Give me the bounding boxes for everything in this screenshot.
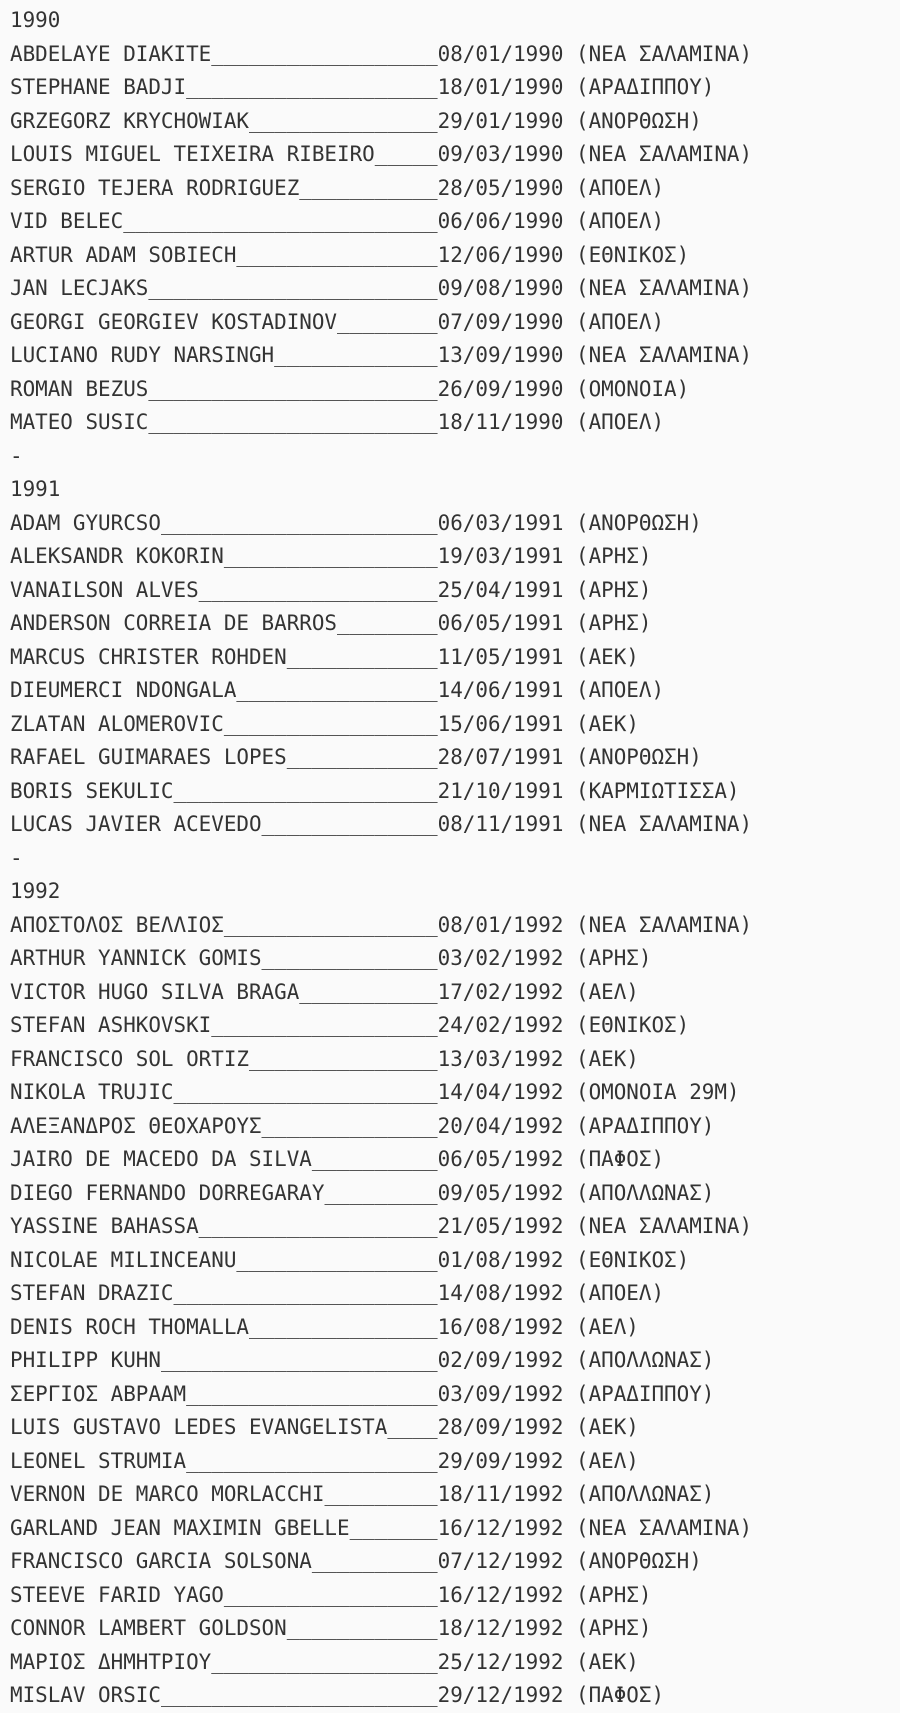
player-name: LOUIS MIGUEL TEIXEIRA RIBEIRO bbox=[10, 142, 375, 166]
underscore-fill: ______________________ bbox=[160, 510, 438, 535]
club-name: (ΑΡΗΣ) bbox=[576, 1616, 652, 1640]
birth-date: 17/02/1992 bbox=[437, 979, 564, 1004]
birth-date: 29/01/1990 bbox=[437, 108, 564, 133]
birth-date: 03/09/1992 bbox=[437, 1381, 564, 1406]
club-name: (ΟΜΟΝΟΙΑ 29Μ) bbox=[576, 1080, 740, 1104]
player-name: DENIS ROCH THOMALLA bbox=[10, 1314, 249, 1339]
birth-date: 29/09/1992 bbox=[437, 1448, 564, 1473]
player-row bbox=[10, 1411, 900, 1445]
player-name: JAN LECJAKS bbox=[10, 276, 149, 300]
underscore-fill: ______________ bbox=[261, 946, 438, 970]
club-name: (ΑΕΚ) bbox=[576, 1046, 639, 1071]
space bbox=[563, 946, 576, 970]
underscore-fill: _____ bbox=[374, 142, 438, 166]
year-heading: 1990 bbox=[10, 8, 61, 32]
player-name: ROMAN BEZUS bbox=[10, 376, 149, 401]
player-name: ΑΠΟΣΤΟΛΟΣ ΒΕΛΛΙΟΣ bbox=[10, 912, 224, 937]
player-row bbox=[10, 1545, 900, 1579]
club-name: (ΝΕΑ ΣΑΛΑΜΙΝΑ) bbox=[576, 912, 753, 937]
club-name: (ΑΡΑΔΙΠΠΟΥ) bbox=[576, 1381, 715, 1406]
club-name: (ΑΠΟΕΛ) bbox=[576, 309, 665, 334]
player-name: ΣΕΡΓΙΟΣ ΑΒΡΑΑΜ bbox=[10, 1381, 187, 1406]
underscore-fill: ____________________ bbox=[186, 75, 438, 99]
player-row bbox=[10, 1009, 900, 1043]
player-name: FRANCISCO SOL ORTIZ bbox=[10, 1046, 249, 1071]
player-row bbox=[10, 507, 900, 541]
club-name: (ΑΡΑΔΙΠΠΟΥ) bbox=[576, 1113, 715, 1138]
club-name: (ΑΕΚ) bbox=[576, 644, 639, 669]
birth-date: 14/08/1992 bbox=[437, 1281, 564, 1305]
underscore-fill: ___________ bbox=[299, 979, 438, 1004]
player-row bbox=[10, 138, 900, 172]
birth-date: 25/12/1992 bbox=[437, 1649, 564, 1674]
birth-date: 06/03/1991 bbox=[437, 510, 564, 535]
player-name: DIEGO FERNANDO DORREGARAY bbox=[10, 1180, 325, 1205]
club-name: (ΑΝΟΡΘΩΣΗ) bbox=[576, 108, 702, 133]
birth-date: 06/05/1991 bbox=[437, 611, 564, 635]
underscore-fill: ____________________ bbox=[186, 1381, 438, 1406]
player-row bbox=[10, 574, 900, 608]
space bbox=[563, 1348, 576, 1372]
birth-date: 21/05/1992 bbox=[437, 1214, 564, 1238]
birth-date: 06/05/1992 bbox=[437, 1147, 564, 1171]
club-name: (ΑΕΛ) bbox=[576, 979, 639, 1004]
space bbox=[563, 1415, 576, 1439]
player-row bbox=[10, 71, 900, 105]
birth-date: 16/12/1992 bbox=[437, 1582, 564, 1607]
birth-date: 25/04/1991 bbox=[437, 577, 564, 602]
player-row bbox=[10, 942, 900, 976]
player-row bbox=[10, 1210, 900, 1244]
space bbox=[563, 511, 576, 535]
club-name: (ΑΠΟΕΛ) bbox=[576, 175, 665, 200]
birth-date: 18/12/1992 bbox=[437, 1616, 564, 1640]
space bbox=[563, 1214, 576, 1238]
space bbox=[563, 1315, 576, 1339]
birth-date: 14/06/1991 bbox=[437, 678, 564, 702]
birth-date: 11/05/1991 bbox=[437, 644, 564, 669]
space bbox=[563, 176, 576, 200]
underscore-fill: ___________________ bbox=[198, 577, 438, 602]
birth-date: 28/09/1992 bbox=[437, 1415, 564, 1439]
club-name: (ΑΕΛ) bbox=[576, 1448, 639, 1473]
space bbox=[563, 42, 576, 66]
birth-date: 28/05/1990 bbox=[437, 175, 564, 200]
space bbox=[563, 276, 576, 300]
underscore-fill: _________________________ bbox=[123, 209, 438, 233]
space bbox=[563, 1114, 576, 1138]
club-name: (ΝΕΑ ΣΑΛΑΜΙΝΑ) bbox=[576, 1214, 753, 1238]
space bbox=[563, 310, 576, 334]
player-row bbox=[10, 1378, 900, 1412]
club-name: (ΕΘΝΙΚΟΣ) bbox=[576, 1013, 690, 1037]
birth-date: 19/03/1991 bbox=[437, 544, 564, 568]
player-row bbox=[10, 105, 900, 139]
player-name: ΑΛΕΞΑΝΔΡΟΣ ΘΕΟΧΑΡΟΥΣ bbox=[10, 1113, 262, 1138]
club-name: (ΑΠΟΛΛΩΝΑΣ) bbox=[576, 1348, 715, 1372]
player-row bbox=[10, 1244, 900, 1278]
club-name: (ΑΠΟΛΛΩΝΑΣ) bbox=[576, 1180, 715, 1205]
space bbox=[563, 812, 576, 836]
player-name: ADAM GYURCSO bbox=[10, 510, 161, 535]
birth-date: 02/09/1992 bbox=[437, 1348, 564, 1372]
player-row bbox=[10, 1612, 900, 1646]
player-row bbox=[10, 674, 900, 708]
space bbox=[563, 1516, 576, 1540]
space bbox=[563, 75, 576, 99]
player-name: NICOLAE MILINCEANU bbox=[10, 1247, 237, 1272]
player-name: GEORGI GEORGIEV KOSTADINOV bbox=[10, 309, 338, 334]
birth-date: 01/08/1992 bbox=[437, 1247, 564, 1272]
underscore-fill: _____________________ bbox=[173, 1080, 438, 1104]
player-name: MISLAV ORSIC bbox=[10, 1683, 161, 1707]
player-row bbox=[10, 540, 900, 574]
underscore-fill: __________________ bbox=[211, 1649, 438, 1674]
underscore-fill: __________ bbox=[311, 1147, 438, 1171]
player-row bbox=[10, 607, 900, 641]
space bbox=[563, 1616, 576, 1640]
space bbox=[563, 1549, 576, 1573]
space bbox=[563, 544, 576, 568]
player-name: MARCUS CHRISTER ROHDEN bbox=[10, 644, 287, 669]
underscore-fill: _________________ bbox=[223, 912, 438, 937]
player-row bbox=[10, 272, 900, 306]
player-row bbox=[10, 1043, 900, 1077]
birth-date: 16/12/1992 bbox=[437, 1515, 564, 1540]
player-name: ABDELAYE DIAKITE bbox=[10, 41, 212, 66]
player-name: VID BELEC bbox=[10, 209, 124, 233]
player-name: STEFAN ASHKOVSKI bbox=[10, 1013, 212, 1037]
player-name: ZLATAN ALOMEROVIC bbox=[10, 711, 224, 736]
club-name: (ΑΝΟΡΘΩΣΗ) bbox=[576, 510, 702, 535]
underscore-fill: _______________ bbox=[248, 1046, 438, 1071]
club-name: (ΑΠΟΕΛ) bbox=[576, 410, 665, 434]
space bbox=[563, 1248, 576, 1272]
club-name: (ΑΠΟΛΛΩΝΑΣ) bbox=[576, 1482, 715, 1506]
space bbox=[563, 109, 576, 133]
player-row bbox=[10, 708, 900, 742]
birth-date: 03/02/1992 bbox=[437, 946, 564, 970]
club-name: (ΑΠΟΕΛ) bbox=[576, 209, 665, 233]
player-name: ALEKSANDR KOKORIN bbox=[10, 544, 224, 568]
space bbox=[563, 678, 576, 702]
section-separator: - bbox=[10, 443, 23, 468]
player-name: MATEO SUSIC bbox=[10, 410, 149, 434]
player-row bbox=[10, 38, 900, 72]
space bbox=[563, 1147, 576, 1171]
club-name: (ΑΡΗΣ) bbox=[576, 946, 652, 970]
underscore-fill: _________________ bbox=[223, 1582, 438, 1607]
player-row bbox=[10, 339, 900, 373]
player-row bbox=[10, 1311, 900, 1345]
birth-date: 13/03/1992 bbox=[437, 1046, 564, 1071]
club-name: (ΑΝΟΡΘΩΣΗ) bbox=[576, 745, 702, 769]
underscore-fill: _________________ bbox=[223, 711, 438, 736]
underscore-fill: __________________ bbox=[211, 41, 438, 66]
birth-date: 13/09/1990 bbox=[437, 343, 564, 367]
player-row bbox=[10, 1143, 900, 1177]
player-name: DIEUMERCI NDONGALA bbox=[10, 678, 237, 702]
underscore-fill: _________________ bbox=[223, 544, 438, 568]
space bbox=[563, 1281, 576, 1305]
club-name: (ΑΡΗΣ) bbox=[576, 544, 652, 568]
player-name: NIKOLA TRUJIC bbox=[10, 1080, 174, 1104]
space bbox=[563, 209, 576, 233]
underscore-fill: ________ bbox=[337, 309, 438, 334]
player-name: ARTHUR YANNICK GOMIS bbox=[10, 946, 262, 970]
player-row bbox=[10, 306, 900, 340]
player-name: LUCAS JAVIER ACEVEDO bbox=[10, 812, 262, 836]
player-name: SERGIO TEJERA RODRIGUEZ bbox=[10, 175, 300, 200]
space bbox=[563, 611, 576, 635]
space bbox=[563, 712, 576, 736]
birth-date: 09/03/1990 bbox=[437, 142, 564, 166]
space bbox=[563, 1583, 576, 1607]
player-row bbox=[10, 1445, 900, 1479]
club-name: (ΑΡΗΣ) bbox=[576, 611, 652, 635]
player-row bbox=[10, 239, 900, 273]
birth-date: 09/05/1992 bbox=[437, 1180, 564, 1205]
club-name: (ΝΕΑ ΣΑΛΑΜΙΝΑ) bbox=[576, 276, 753, 300]
club-name: (ΑΠΟΕΛ) bbox=[576, 1281, 665, 1305]
birth-date: 07/12/1992 bbox=[437, 1549, 564, 1573]
underscore-fill: _______________ bbox=[248, 1314, 438, 1339]
space bbox=[563, 980, 576, 1004]
player-row bbox=[10, 641, 900, 675]
underscore-fill: ____________________ bbox=[186, 1448, 438, 1473]
player-name: JAIRO DE MACEDO DA SILVA bbox=[10, 1147, 312, 1171]
player-name: LUIS GUSTAVO LEDES EVANGELISTA bbox=[10, 1415, 388, 1439]
player-name: VERNON DE MARCO MORLACCHI bbox=[10, 1482, 325, 1506]
player-name: FRANCISCO GARCIA SOLSONA bbox=[10, 1549, 312, 1573]
player-row bbox=[10, 1344, 900, 1378]
space bbox=[563, 343, 576, 367]
club-name: (ΕΘΝΙΚΟΣ) bbox=[576, 242, 690, 267]
underscore-fill: ____ bbox=[387, 1415, 438, 1439]
birth-date: 26/09/1990 bbox=[437, 376, 564, 401]
underscore-fill: ______________________ bbox=[160, 1348, 438, 1372]
club-name: (ΝΕΑ ΣΑΛΑΜΙΝΑ) bbox=[576, 142, 753, 166]
underscore-fill: ____________ bbox=[286, 1616, 438, 1640]
player-row bbox=[10, 1646, 900, 1680]
underscore-fill: ________________ bbox=[236, 242, 438, 267]
player-name: ΜΑΡΙΟΣ ΔΗΜΗΤΡΙΟΥ bbox=[10, 1649, 212, 1674]
underscore-fill: _________ bbox=[324, 1482, 438, 1506]
player-name: GRZEGORZ KRYCHOWIAK bbox=[10, 108, 249, 133]
player-row bbox=[10, 1110, 900, 1144]
player-row bbox=[10, 1177, 900, 1211]
club-name: (ΕΘΝΙΚΟΣ) bbox=[576, 1247, 690, 1272]
year-heading: 1992 bbox=[10, 879, 61, 903]
birth-date: 15/06/1991 bbox=[437, 711, 564, 736]
player-row bbox=[10, 172, 900, 206]
underscore-fill: __________ bbox=[311, 1549, 438, 1573]
underscore-fill: __________________ bbox=[211, 1013, 438, 1037]
underscore-fill: _____________ bbox=[274, 343, 438, 367]
club-name: (ΑΕΚ) bbox=[576, 1415, 639, 1439]
underscore-fill: _______________________ bbox=[148, 410, 438, 434]
underscore-fill: ______________ bbox=[261, 1113, 438, 1138]
underscore-fill: _____________________ bbox=[173, 1281, 438, 1305]
space bbox=[563, 1683, 576, 1707]
player-name: ANDERSON CORREIA DE BARROS bbox=[10, 611, 338, 635]
underscore-fill: ___________________ bbox=[198, 1214, 438, 1238]
player-name: GARLAND JEAN MAXIMIN GBELLE bbox=[10, 1515, 350, 1540]
player-row bbox=[10, 1512, 900, 1546]
club-name: (ΑΕΛ) bbox=[576, 1314, 639, 1339]
club-name: (ΝΕΑ ΣΑΛΑΜΙΝΑ) bbox=[576, 812, 753, 836]
club-name: (ΝΕΑ ΣΑΛΑΜΙΝΑ) bbox=[576, 41, 753, 66]
underscore-fill: _______________ bbox=[248, 108, 438, 133]
section-separator: - bbox=[10, 845, 23, 870]
birth-date: 16/08/1992 bbox=[437, 1314, 564, 1339]
player-row bbox=[10, 775, 900, 809]
space bbox=[563, 578, 576, 602]
space bbox=[563, 1449, 576, 1473]
player-name: VANAILSON ALVES bbox=[10, 577, 199, 602]
underscore-fill: ___________ bbox=[299, 175, 438, 200]
club-name: (ΝΕΑ ΣΑΛΑΜΙΝΑ) bbox=[576, 1515, 753, 1540]
space bbox=[563, 377, 576, 401]
player-name: STEPHANE BADJI bbox=[10, 75, 187, 99]
space bbox=[563, 1013, 576, 1037]
birth-date: 29/12/1992 bbox=[437, 1683, 564, 1707]
underscore-fill: ________________ bbox=[236, 678, 438, 702]
player-name: RAFAEL GUIMARAES LOPES bbox=[10, 745, 287, 769]
club-name: (ΚΑΡΜΙΩΤΙΣΣΑ) bbox=[576, 778, 740, 803]
club-name: (ΠΑΦΟΣ) bbox=[576, 1683, 665, 1707]
underscore-fill: ________ bbox=[337, 611, 438, 635]
club-name: (ΑΝΟΡΘΩΣΗ) bbox=[576, 1549, 702, 1573]
space bbox=[563, 142, 576, 166]
underscore-fill: ____________ bbox=[286, 745, 438, 769]
player-row bbox=[10, 1277, 900, 1311]
underscore-fill: ______________________ bbox=[160, 1683, 438, 1707]
club-name: (ΑΡΗΣ) bbox=[576, 577, 652, 602]
birth-date: 08/01/1992 bbox=[437, 912, 564, 937]
underscore-fill: _____________________ bbox=[173, 778, 438, 803]
club-name: (ΑΡΗΣ) bbox=[576, 1582, 652, 1607]
player-name: YASSINE BAHASSA bbox=[10, 1214, 199, 1238]
club-name: (ΑΕΚ) bbox=[576, 711, 639, 736]
birth-date: 08/11/1991 bbox=[437, 812, 564, 836]
birth-date: 20/04/1992 bbox=[437, 1113, 564, 1138]
player-row bbox=[10, 1679, 900, 1713]
space bbox=[563, 1382, 576, 1406]
player-row bbox=[10, 909, 900, 943]
space bbox=[563, 243, 576, 267]
club-name: (ΠΑΦΟΣ) bbox=[576, 1147, 665, 1171]
birth-date: 06/06/1990 bbox=[437, 209, 564, 233]
club-name: (ΟΜΟΝΟΙΑ) bbox=[576, 376, 690, 401]
club-name: (ΑΕΚ) bbox=[576, 1649, 639, 1674]
player-name: STEEVE FARID YAGO bbox=[10, 1582, 224, 1607]
space bbox=[563, 1181, 576, 1205]
birth-date: 24/02/1992 bbox=[437, 1013, 564, 1037]
birth-date: 09/08/1990 bbox=[437, 276, 564, 300]
player-row bbox=[10, 976, 900, 1010]
player-row bbox=[10, 373, 900, 407]
club-name: (ΑΠΟΕΛ) bbox=[576, 678, 665, 702]
player-row bbox=[10, 741, 900, 775]
player-name: ARTUR ADAM SOBIECH bbox=[10, 242, 237, 267]
player-row bbox=[10, 1076, 900, 1110]
underscore-fill: _________ bbox=[324, 1180, 438, 1205]
player-row bbox=[10, 205, 900, 239]
player-name: VICTOR HUGO SILVA BRAGA bbox=[10, 979, 300, 1004]
space bbox=[563, 913, 576, 937]
underscore-fill: _______________________ bbox=[148, 276, 438, 300]
space bbox=[563, 645, 576, 669]
space bbox=[563, 779, 576, 803]
player-row bbox=[10, 808, 900, 842]
birth-date: 12/06/1990 bbox=[437, 242, 564, 267]
player-row bbox=[10, 406, 900, 440]
birth-date: 21/10/1991 bbox=[437, 778, 564, 803]
birth-date: 18/11/1992 bbox=[437, 1482, 564, 1506]
player-name: STEFAN DRAZIC bbox=[10, 1281, 174, 1305]
birth-date: 28/07/1991 bbox=[437, 745, 564, 769]
underscore-fill: ____________ bbox=[286, 644, 438, 669]
player-name: LUCIANO RUDY NARSINGH bbox=[10, 343, 275, 367]
space bbox=[563, 1080, 576, 1104]
space bbox=[563, 410, 576, 434]
player-name: BORIS SEKULIC bbox=[10, 778, 174, 803]
year-heading: 1991 bbox=[10, 477, 61, 501]
player-name: CONNOR LAMBERT GOLDSON bbox=[10, 1616, 287, 1640]
birth-date: 18/01/1990 bbox=[437, 75, 564, 99]
birth-date: 18/11/1990 bbox=[437, 410, 564, 434]
club-name: (ΝΕΑ ΣΑΛΑΜΙΝΑ) bbox=[576, 343, 753, 367]
birth-date: 08/01/1990 bbox=[437, 41, 564, 66]
birth-date: 07/09/1990 bbox=[437, 309, 564, 334]
space bbox=[563, 745, 576, 769]
space bbox=[563, 1650, 576, 1674]
club-name: (ΑΡΑΔΙΠΠΟΥ) bbox=[576, 75, 715, 99]
player-name: LEONEL STRUMIA bbox=[10, 1448, 187, 1473]
space bbox=[563, 1047, 576, 1071]
underscore-fill: _______ bbox=[349, 1515, 438, 1540]
underscore-fill: ______________ bbox=[261, 812, 438, 836]
underscore-fill: ________________ bbox=[236, 1247, 438, 1272]
space bbox=[563, 1482, 576, 1506]
birth-date: 14/04/1992 bbox=[437, 1080, 564, 1104]
player-name: PHILIPP KUHN bbox=[10, 1348, 161, 1372]
player-row bbox=[10, 1478, 900, 1512]
underscore-fill: _______________________ bbox=[148, 376, 438, 401]
player-row bbox=[10, 1579, 900, 1613]
